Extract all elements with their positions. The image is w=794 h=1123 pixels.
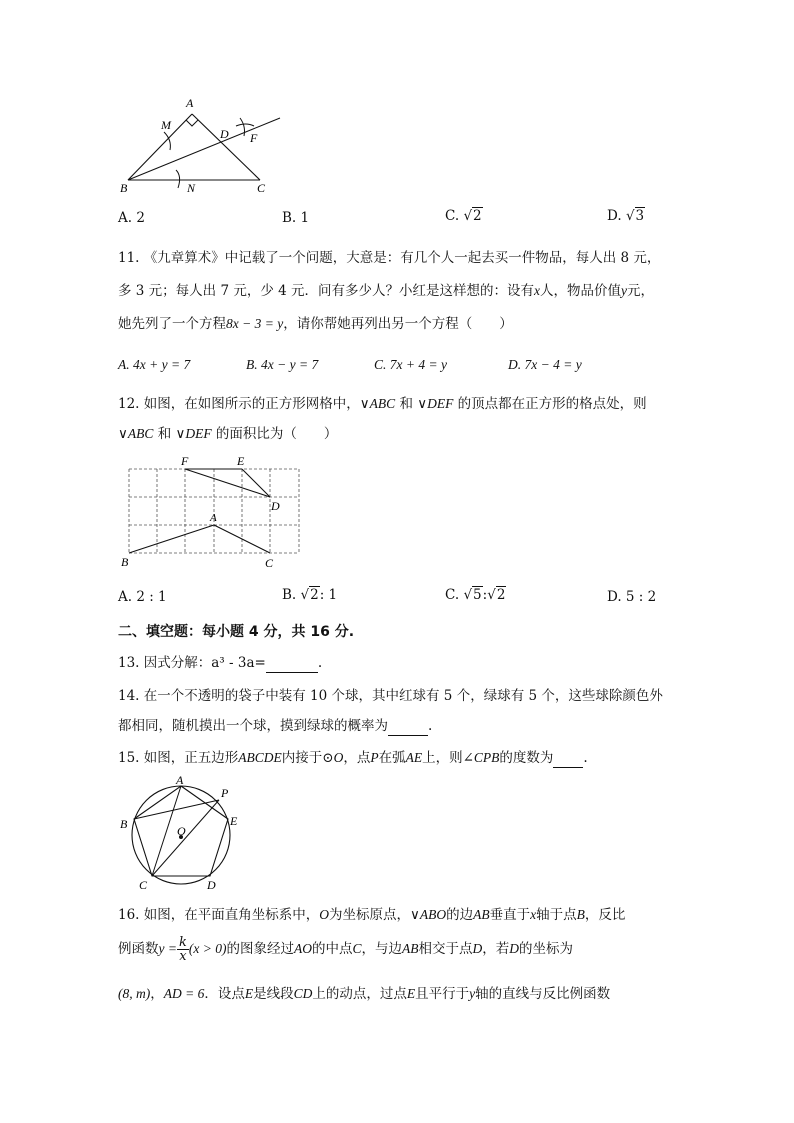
q12-grid-figure: [115, 452, 315, 572]
section-2-title: 二、填空题：每小题 4 分，共 16 分.: [118, 624, 355, 640]
segment-ao: AO: [293, 941, 312, 956]
q15-mid2: ，点: [343, 750, 371, 766]
q11-line2-post: 元，: [627, 283, 655, 299]
q10-option-c[interactable]: [445, 207, 483, 225]
q15-line1: [118, 749, 588, 768]
q12-line2: [118, 425, 337, 443]
point-d: D: [509, 941, 519, 956]
q11-line3-post: ，请你帮她再列出另一个方程（ ）: [283, 316, 513, 332]
q13-text: 13. 因式分解：a³ - 3a=: [118, 655, 266, 671]
q11-option-c-text: C. 7x + 4 = y: [374, 357, 447, 372]
q11-option-b-text: B. 4x − y = 7: [246, 357, 319, 372]
var-y: y: [469, 986, 476, 1001]
label-d: D: [207, 878, 216, 892]
segment-ab: AB: [473, 907, 490, 922]
var-y: y: [621, 283, 628, 298]
q15-pre: 15. 如图，正五边形: [118, 750, 239, 766]
arc-ae: AE: [405, 750, 423, 765]
circle-o: ⊙O: [322, 750, 344, 765]
point-d: D: [472, 941, 483, 956]
triangle-abo: ∨ABO: [410, 907, 447, 922]
q14-line1-text: 14. 在一个不透明的袋子中装有 10 个球，其中红球有 5 个，绿球有 5 个，这些球除颜色外: [118, 688, 663, 704]
q15-mid3: 在弧: [378, 750, 406, 766]
segment-pc: [152, 800, 219, 876]
q10-option-d-radicand: 3: [635, 208, 645, 224]
q12-line2-post: 的面积比为（ ）: [215, 426, 338, 442]
q11-line1: [118, 249, 660, 267]
q12-and: 和: [399, 396, 413, 412]
point-e: E: [406, 986, 416, 1001]
label-c: C: [265, 556, 274, 570]
q15-post: 的度数为: [499, 750, 554, 766]
q13-end: .: [317, 655, 323, 671]
fraction-k-over-x: [177, 936, 189, 963]
q12-option-a[interactable]: [118, 588, 167, 606]
label-o: O: [177, 824, 186, 838]
q16-line1: [118, 906, 625, 924]
q10-option-d-label: D.: [607, 208, 622, 224]
q10-option-a-text: A. 2: [118, 210, 145, 226]
q12-option-c-radicand-1: 5: [473, 587, 482, 603]
label-b: B: [120, 817, 128, 831]
label-e: E: [237, 454, 245, 468]
q12-option-c-radicand-2: 2: [496, 587, 506, 603]
segment-ab: [128, 114, 192, 180]
q15-mid1: 内接于: [281, 750, 323, 766]
q16-l1-a: 为坐标原点，: [329, 907, 411, 923]
label-a: A: [210, 512, 217, 524]
q11-option-d[interactable]: [508, 356, 582, 374]
q16-l2-d: 相交于点: [418, 941, 473, 957]
q14-line1: [118, 687, 663, 705]
label-c: C: [139, 878, 148, 892]
q16-line2: [118, 932, 573, 966]
label-a: A: [176, 773, 184, 787]
q12-option-b-tail: : 1: [319, 587, 338, 603]
q10-figure: [112, 92, 292, 202]
angle-cpb: CPB: [473, 750, 500, 765]
label-m: M: [161, 118, 171, 132]
label-d: D: [271, 499, 280, 513]
q12-and: 和: [157, 426, 172, 442]
q12-option-c[interactable]: [445, 586, 506, 604]
bisector-ray: [128, 118, 280, 180]
label-f: F: [250, 131, 258, 145]
q11-line2: [118, 282, 654, 300]
q10-option-c-label: C.: [445, 208, 460, 224]
q12-option-d[interactable]: [607, 588, 656, 606]
var-x: x: [534, 283, 541, 298]
q16-line3: [118, 985, 610, 1003]
q15-figure: [115, 773, 255, 895]
q11-equation: 8x − 3 = y: [226, 316, 284, 331]
q16-l1-c: 垂直于: [489, 907, 531, 923]
q16-l1-d: 轴于点: [536, 907, 577, 923]
q16-l3-b: ．设点: [204, 986, 245, 1002]
length-ad: AD = 6: [163, 986, 205, 1001]
q16-l3-c: 是线段: [253, 986, 294, 1002]
q12-option-b-label: B.: [282, 587, 297, 603]
q10-option-b[interactable]: [282, 209, 309, 227]
q16-l2-a: 的图象经过: [226, 941, 294, 957]
domain-condition: (x > 0): [188, 941, 227, 956]
triangle-def: ∨DEF: [175, 426, 212, 441]
q11-line3-pre: 她先列了一个方程: [118, 316, 226, 332]
q14-answer-blank[interactable]: [388, 717, 428, 736]
label-f: F: [181, 454, 189, 468]
segment-fd: [185, 469, 270, 497]
q13: [118, 654, 322, 673]
coordinate-d: (8, m): [118, 986, 151, 1001]
point-c: C: [352, 941, 362, 956]
q16-l3-a: ，: [150, 986, 164, 1002]
q16-l2-f: 的坐标为: [518, 941, 573, 957]
q14-end: .: [428, 718, 433, 734]
q16-l2-e: ，若: [482, 941, 510, 957]
segment-ac: [192, 114, 260, 180]
q16-l3-d: 上的动点，过点: [312, 986, 407, 1002]
q16-l1-b: 的边: [446, 907, 474, 923]
label-b: B: [121, 555, 129, 569]
q14-line2-text: 都相同，随机摸出一个球，摸到绿球的概率为: [118, 718, 388, 734]
q16-l2-b: 的中点: [311, 941, 353, 957]
point-b: B: [576, 907, 585, 922]
sqrt-symbol: √3: [625, 208, 645, 224]
q16-l2-c: ，与边: [361, 941, 402, 957]
q15-answer-blank[interactable]: [553, 749, 583, 768]
sqrt-symbol: √5: [463, 587, 482, 603]
label-c: C: [257, 181, 266, 195]
q16-l1-e: ，反比: [584, 907, 626, 923]
q14-line2: [118, 717, 432, 736]
pentagon-abcde: ABCDE: [238, 750, 282, 765]
triangle-abc: ∨ABC: [118, 426, 154, 441]
function-y-equals: y =: [158, 941, 177, 956]
q16-l2-pre: 例函数: [118, 941, 159, 957]
segment-ba: [129, 525, 214, 553]
q11-line2-pre: 多 3 元；每人出 7 元，少 4 元．问有多少人？小红是这样想的：设有: [118, 283, 535, 299]
triangle-abc: ∨ABC: [359, 396, 396, 411]
label-p: P: [221, 786, 229, 800]
label-b: B: [120, 181, 128, 195]
fraction-denominator: x: [179, 949, 187, 964]
fraction-numerator: k: [178, 935, 187, 950]
q11-option-a-text: A. 4x + y = 7: [118, 357, 191, 372]
q16-l3-f: 轴的直线与反比例函数: [475, 986, 611, 1002]
q11-line2-mid: 人，物品价值: [540, 283, 622, 299]
arc-m: [164, 132, 170, 150]
q10-option-c-radicand: 2: [473, 208, 482, 224]
q11-line1-text: 11. 《九章算术》中记载了一个问题，大意是：有几个人一起去买一件物品，每人出 8 元，: [118, 250, 661, 266]
q12-option-b[interactable]: [282, 586, 337, 604]
sqrt-symbol: √2: [487, 587, 506, 603]
label-d: D: [220, 127, 229, 141]
q16-l3-e: 且平行于: [415, 986, 470, 1002]
q12-line1-post: 的顶点都在正方形的格点处，则: [457, 396, 647, 412]
q10-option-a[interactable]: [118, 209, 145, 227]
q15-mid4: 上，则∠: [422, 750, 474, 766]
sqrt-symbol: √2: [463, 208, 482, 224]
q15-end: .: [583, 750, 588, 766]
point-p: P: [370, 750, 379, 765]
label-a: A: [186, 96, 194, 110]
q16-l1-pre: 16. 如图，在平面直角坐标系中，: [118, 907, 320, 923]
q12-option-c-label: C.: [445, 587, 460, 603]
var-x: x: [530, 907, 537, 922]
triangle-def: ∨DEF: [417, 396, 454, 411]
q11-line3: [118, 315, 513, 333]
right-angle-mark: [186, 120, 198, 126]
q11-option-c[interactable]: [374, 356, 447, 374]
q12-option-a-text: A. 2 : 1: [118, 589, 167, 605]
q11-option-b[interactable]: [246, 356, 318, 374]
q12-option-c-colon: :: [482, 587, 488, 603]
segment-cd: CD: [293, 986, 313, 1001]
q10-option-b-text: B. 1: [282, 210, 310, 226]
q11-option-d-text: D. 7x − 4 = y: [508, 357, 582, 372]
point-e: E: [244, 986, 254, 1001]
sqrt-symbol: √2: [300, 587, 319, 603]
q12-line1: [118, 395, 647, 413]
point-o: O: [319, 907, 330, 922]
label-n: N: [187, 181, 196, 195]
section-2-heading: [118, 623, 354, 641]
label-e: E: [230, 814, 238, 828]
arc-f2: [236, 124, 254, 126]
q12-line1-pre: 12. 如图，在如图所示的正方形网格中，: [118, 396, 360, 412]
q10-option-d[interactable]: [607, 207, 645, 225]
arc-n: [176, 170, 180, 188]
q12-option-d-text: D. 5 : 2: [607, 589, 657, 605]
q12-option-b-radicand: 2: [310, 587, 319, 603]
segment-ab: AB: [401, 941, 419, 956]
q11-option-a[interactable]: [118, 356, 190, 374]
q13-answer-blank[interactable]: [266, 654, 318, 673]
